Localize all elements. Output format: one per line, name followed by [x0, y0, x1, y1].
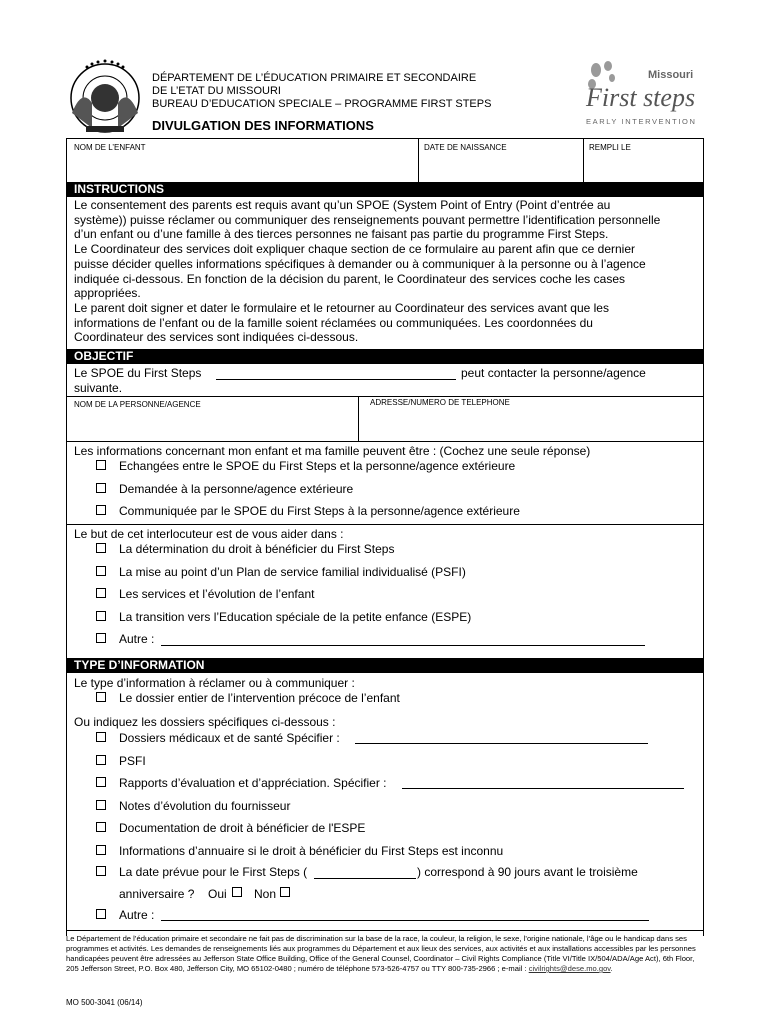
footer-text: Le Département de l’éducation primaire et secondaire ne fait pas de discrimination sur la base de la race, la couleur, la religion, le sexe, l’origine nationale, l’âge ou le handicap dans ses programmes et activités. Les demandes de renseignements liés aux programmes du Département et aux lieux des services, aux activités et aux installations accessibles par les personnes handicapées peuvent être adressées au Jefferson State Office Building, Office of the General Counsel, Coordinator – Civil Rights Compliance (Title VI/Title IX/504/ADA/Age Act), 6th Floor, 205 Jefferson Street, P.O. Box 480, Jefferson City, MO 65102-0480 ; numéro de téléphone 573-526-4757 ou TTY 800-735-2966 ; e-mail : [66, 934, 696, 973]
instructions-heading: INSTRUCTIONS [66, 182, 704, 197]
first-steps-logo [582, 58, 702, 128]
child-name-label: NOM DE L’ENFANT [74, 143, 146, 152]
type-info-heading: TYPE D’INFORMATION [66, 658, 704, 673]
agency-name-label: NOM DE LA PERSONNE/AGENCE [74, 400, 201, 409]
type-option-label: Informations d’annuaire si le droit à bénéficier du First Steps est inconnu [119, 843, 504, 858]
purpose-other-field[interactable] [161, 645, 645, 646]
birthday-question: anniversaire ? [119, 887, 195, 901]
purpose-option-label: Les services et l’évolution de l’enfant [119, 587, 315, 601]
header-line-2: DE L’ETAT DU MISSOURI [152, 85, 281, 97]
type-option-label: Notes d’évolution du fournisseur [119, 798, 291, 813]
purpose-question: Le but de cet interlocuteur est de vous aider dans : [74, 527, 344, 541]
share-option-checkbox[interactable] [96, 483, 106, 493]
purpose-option-checkbox[interactable] [96, 543, 106, 553]
instructions-line: informations de l’enfant ou de la famille soient réclamées ou communiquées. Les coordonnées du [74, 315, 593, 330]
share-question: Les informations concernant mon enfant et ma famille peuvent être : (Cochez une seule réponse) [74, 444, 591, 458]
purpose-option-label: La mise au point d’un Plan de service familial individualisé (PSFI) [119, 564, 466, 579]
page-title: DIVULGATION DES INFORMATIONS [152, 118, 374, 133]
no-checkbox[interactable] [280, 887, 290, 897]
yes-label: Oui [208, 887, 227, 901]
type-option-label: Rapports d’évaluation et d’appréciation. Spécifier : [119, 776, 387, 790]
type-option-label: Documentation de droit à bénéficier de l'ESPE [119, 821, 366, 835]
purpose-option-checkbox[interactable] [96, 633, 106, 643]
type-option-checkbox[interactable] [96, 777, 106, 787]
type-option-label: PSFI [119, 753, 146, 768]
agency-address-label: ADRESSE/NUMERO DE TELEPHONE [370, 398, 510, 407]
type-option-checkbox[interactable] [96, 800, 106, 810]
type-option-label: Dossiers médicaux et de santé Spécifier : [119, 731, 340, 745]
instructions-line: Coordinateur des services sont indiquées ci-dessous. [74, 330, 359, 345]
logo-missouri-text: Missouri [648, 69, 694, 81]
completed-on-label: REMPLI LE [589, 143, 631, 152]
date-line-end: ) correspond à 90 jours avant le troisième [417, 865, 638, 879]
share-option-checkbox[interactable] [96, 460, 106, 470]
type-other-label: Autre : [119, 908, 155, 922]
medical-specify-field[interactable] [355, 743, 648, 744]
form-code: MO 500-3041 (06/14) [66, 998, 143, 1007]
type-other-checkbox[interactable] [96, 909, 106, 919]
yes-checkbox[interactable] [232, 887, 242, 897]
instructions-line: appropriées. [74, 286, 141, 301]
instructions-line: Le consentement des parents est requis avant qu’un SPOE (System Point of Entry (Point d’entrée au [74, 198, 611, 212]
missouri-state-seal [62, 58, 148, 136]
or-specify-text: Ou indiquez les dossiers spécifiques ci-dessous : [74, 715, 336, 729]
date-line-start: La date prévue pour le First Steps ( [119, 865, 308, 879]
first-steps-date-checkbox[interactable] [96, 866, 106, 876]
header-line-3: BUREAU D’EDUCATION SPECIALE – PROGRAMME FIRST STEPS [152, 98, 492, 110]
objectif-heading: OBJECTIF [66, 349, 704, 364]
share-option-label: Demandée à la personne/agence extérieure [119, 481, 354, 496]
civil-rights-email-link[interactable]: civilrights@dese.mo.gov [528, 964, 611, 973]
spoe-name-field[interactable] [216, 379, 456, 380]
spoe-line-start: Le SPOE du First Steps [74, 366, 202, 380]
type-option-checkbox[interactable] [96, 755, 106, 765]
type-other-field[interactable] [161, 920, 649, 921]
logo-brand-text: First steps [586, 83, 696, 112]
spoe-line-end: peut contacter la personne/agence [461, 366, 646, 380]
spoe-line-2: suivante. [74, 381, 123, 395]
whole-file-label: Le dossier entier de l’intervention précoce de l’enfant [119, 691, 400, 705]
birth-date-label: DATE DE NAISSANCE [424, 143, 507, 152]
logo-tagline: EARLY INTERVENTION [586, 117, 697, 126]
type-option-checkbox[interactable] [96, 845, 106, 855]
instructions-line: indiquée ci-dessous. En fonction de la décision du parent, le Coordinateur des services coche les cases [74, 271, 625, 286]
instructions-line: d’un enfant ou d’une famille à des tierces personnes ne faisant pas partie du programme First Steps. [74, 227, 609, 242]
share-option-checkbox[interactable] [96, 505, 106, 515]
purpose-option-label: La transition vers l’Education spéciale de la petite enfance (ESPE) [119, 609, 472, 624]
type-option-checkbox[interactable] [96, 732, 106, 742]
no-label: Non [254, 887, 277, 901]
purpose-option-checkbox[interactable] [96, 588, 106, 598]
instructions-line: système)) puisse réclamer ou communiquer des renseignements pouvant permettre l’identification personnelle [74, 212, 661, 227]
non-discrimination-notice [66, 934, 702, 974]
whole-file-checkbox[interactable] [96, 692, 106, 702]
header-line-1: DÉPARTEMENT DE L’ÉDUCATION PRIMAIRE ET SECONDAIRE [152, 72, 477, 84]
instructions-line: puisse décider quelles informations spécifiques à demander ou à communiquer à la personne ou à l’agence [74, 256, 646, 271]
evaluation-specify-field[interactable] [402, 788, 684, 789]
share-option-label: Echangées entre le SPOE du First Steps et la personne/agence extérieure [119, 459, 516, 473]
instructions-line: Le Coordinateur des services doit expliquer chaque section de ce formulaire au parent afin que ce dernier [74, 242, 635, 257]
instructions-line: Le parent doit signer et dater le formulaire et le retourner au Coordinateur des services avant que les [74, 300, 609, 315]
purpose-option-checkbox[interactable] [96, 611, 106, 621]
type-option-checkbox[interactable] [96, 822, 106, 832]
purpose-option-label: La détermination du droit à bénéficier du First Steps [119, 542, 395, 556]
purpose-option-checkbox[interactable] [96, 566, 106, 576]
footer-text-end: . [610, 964, 613, 973]
share-option-label: Communiquée par le SPOE du First Steps à la personne/agence extérieure [119, 504, 520, 518]
first-steps-date-field[interactable] [314, 878, 416, 879]
purpose-option-label: Autre : [119, 632, 155, 646]
type-info-question: Le type d’information à réclamer ou à communiquer : [74, 676, 355, 690]
